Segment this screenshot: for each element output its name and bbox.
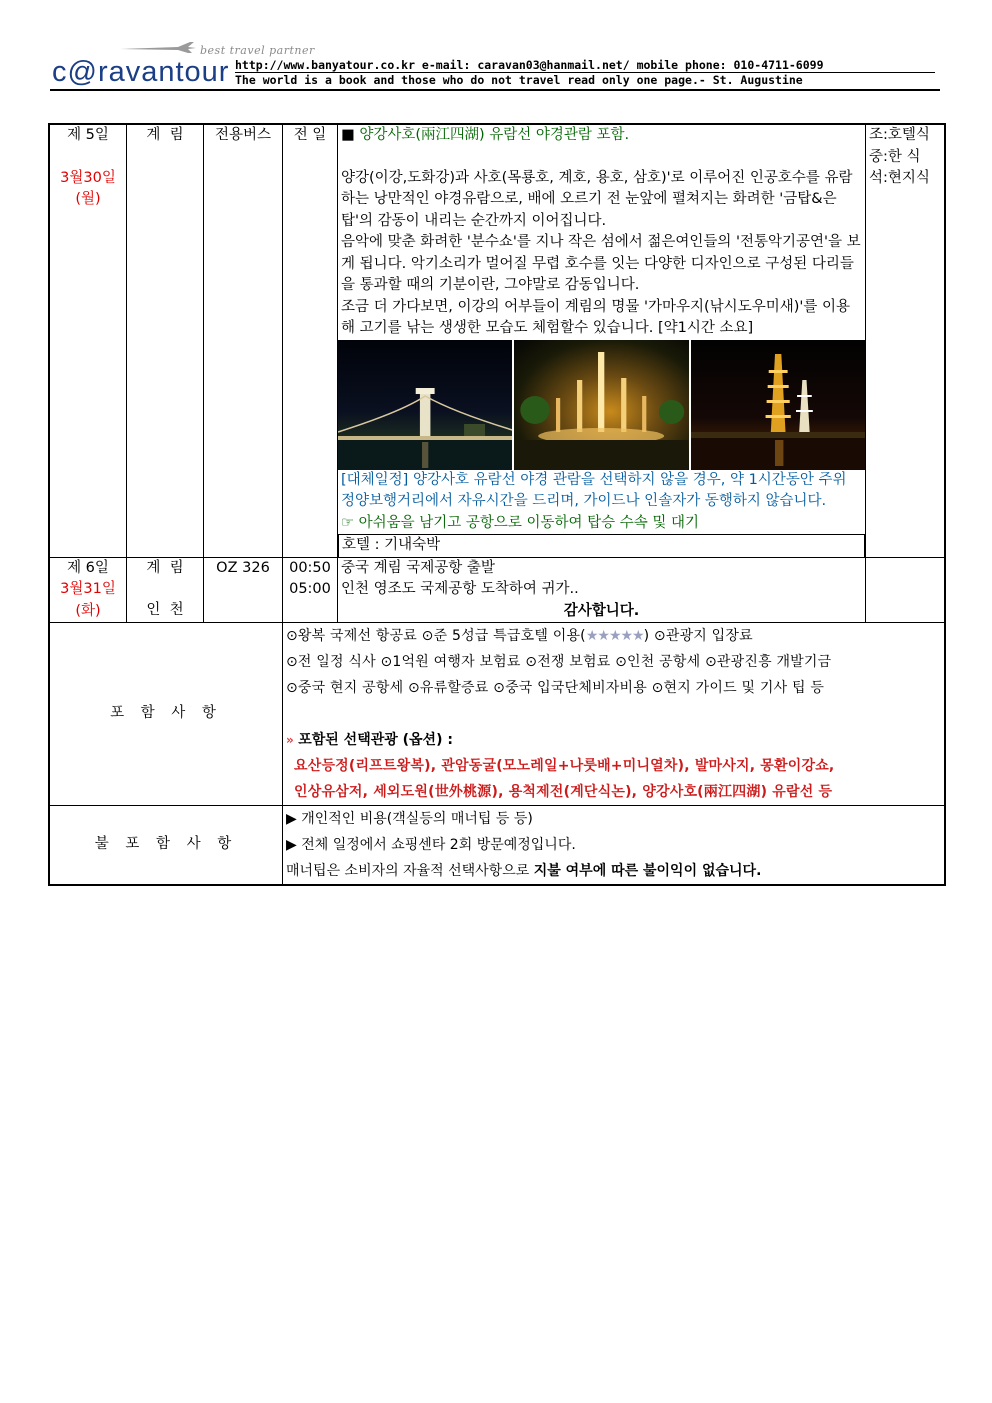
photo-sun-moon-pagodas bbox=[691, 340, 865, 470]
day6-date: 3월31일 bbox=[60, 581, 116, 597]
excluded-content bbox=[283, 806, 946, 886]
day6-day: 제 6일 bbox=[67, 559, 109, 576]
day5-paragraph2: 음악에 맞춘 화려한 '분수쇼'를 지나 작은 섬에서 젊은여인들의 '전통악기공연'을 보게 됩니다. 악기소리가 멀어질 무렵 호수를 잇는 다양한 디자인으로 구성된 다리들을 통과할 때의 기분이란, 그야말로 감동입니다. bbox=[341, 234, 861, 293]
day5-headline: 양강사호(兩江四湖) 유람선 야경관람 포함. bbox=[359, 127, 630, 143]
day6-line1: 중국 계림 국제공항 출발 bbox=[341, 559, 495, 576]
day5-city: 계 림 bbox=[127, 124, 204, 557]
day5-time: 전 일 bbox=[283, 124, 338, 557]
day6-time-cell bbox=[283, 557, 338, 623]
day5-day-cell bbox=[49, 124, 127, 557]
day6-weekday: (화) bbox=[75, 602, 101, 619]
hotel-stars: ★★★★★ bbox=[585, 628, 644, 644]
day6-meals bbox=[866, 557, 946, 623]
excluded-line3-b: 지불 여부에 따른 불이익이 없습니다. bbox=[533, 863, 762, 879]
night-cruise-photos bbox=[338, 340, 865, 470]
day6-city-cell bbox=[127, 557, 204, 623]
included-line1-b: ) ⊙관광지 입장료 bbox=[643, 628, 753, 644]
day6-time1: 00:50 bbox=[289, 559, 331, 576]
meal-breakfast: 조:호텔식 bbox=[869, 127, 930, 143]
quote-line: The world is a book and those who do not travel read only one page.- St. Augustine bbox=[235, 73, 803, 87]
day5-airport-note: 아쉬움을 남기고 공항으로 이동하여 탑승 수속 및 대기 bbox=[358, 514, 700, 531]
meal-dinner: 석:현지식 bbox=[869, 170, 930, 186]
day5-transport: 전용버스 bbox=[204, 124, 283, 557]
included-line3: ⊙중국 현지 공항세 ⊙유류할증료 ⊙중국 입국단체비자비용 ⊙현지 가이드 및 기사 팁 등 bbox=[286, 680, 825, 696]
headline-marker: ■ bbox=[341, 127, 355, 143]
contact-info bbox=[235, 58, 935, 87]
meal-lunch: 중:한 식 bbox=[869, 148, 921, 165]
day6-line2: 인천 영조도 국제공항 도착하여 귀가.. bbox=[341, 581, 579, 597]
photo-bridge-night bbox=[338, 340, 512, 470]
day5-hotel: 호텔 : 기내숙박 bbox=[338, 534, 865, 557]
header-rule bbox=[50, 89, 940, 91]
options-line2: 인상유삼저, 세외도원(世外桃源), 용척제전(계단식논), 양강사호(兩江四湖) 유람선 등 bbox=[294, 784, 833, 800]
included-row bbox=[49, 623, 945, 806]
day5-date: 3월30일 bbox=[60, 169, 116, 186]
day5-day: 제 5일 bbox=[67, 127, 109, 143]
day5-paragraph3: 조금 더 가다보면, 이강의 어부들이 계림의 명물 '가마우지(낚시도우미새)'를 이용해 고기를 낚는 생생한 모습도 체험할수 있습니다. [약1시간 소요] bbox=[341, 298, 850, 336]
airplane-icon bbox=[118, 40, 198, 54]
day5-weekday: (월) bbox=[75, 191, 101, 207]
included-label: 포 함 사 항 bbox=[49, 623, 283, 806]
itinerary-table bbox=[48, 123, 946, 886]
day5-meals bbox=[866, 124, 946, 557]
day6-row bbox=[49, 557, 945, 623]
excluded-line2: ▶ 전체 일정에서 쇼핑센타 2회 방문예정입니다. bbox=[286, 837, 576, 853]
day6-day-cell bbox=[49, 557, 127, 623]
day6-city1: 계 림 bbox=[146, 559, 184, 576]
day5-schedule bbox=[338, 124, 866, 557]
options-line1: 요산등정(리프트왕복), 관암동굴(모노레일+나룻배+미니열차), 발마사지, 몽환이강쇼, bbox=[294, 758, 835, 774]
excluded-row bbox=[49, 806, 945, 886]
contact-line: http://www.banyatour.co.kr e-mail: caravan03@hanmail.net/ mobile phone: 010-4711-6099 bbox=[235, 58, 935, 73]
day6-time2: 05:00 bbox=[289, 581, 331, 597]
page-header bbox=[50, 40, 940, 92]
day6-thanks: 감사합니다. bbox=[563, 602, 640, 619]
day6-city2: 인 천 bbox=[146, 602, 184, 618]
included-content bbox=[283, 623, 946, 806]
excluded-line1: ▶ 개인적인 비용(객실등의 매너팁 등 등) bbox=[286, 811, 533, 827]
day5-paragraph1: 양강(이강,도화강)과 사호(목룡호, 계호, 용호, 삼호)'로 이루어진 인공호수를 유람하는 낭만적인 야경유람으로, 배에 오르기 전 눈앞에 펼쳐지는 화려한 '금탑&은탑'의 감동이 내리는 순간까지 이어집니다. bbox=[341, 169, 853, 229]
tagline: best travel partner bbox=[200, 44, 315, 57]
included-line1-a: ⊙왕복 국제선 항공료 ⊙준 5성급 특급호텔 이용( bbox=[286, 628, 586, 644]
excluded-label: 불 포 함 사 항 bbox=[49, 806, 283, 886]
day6-flight: OZ 326 bbox=[204, 557, 283, 623]
day6-schedule bbox=[338, 557, 866, 623]
day5-alt-schedule: [대체일정] 양강사호 유람선 야경 관람을 선택하지 않을 경우, 약 1시간동안 주위 정양보행거리에서 자유시간을 드리며, 가이드나 인솔자가 동행하지 않습니다. bbox=[341, 471, 847, 509]
included-line2: ⊙전 일정 식사 ⊙1억원 여행자 보험료 ⊙전쟁 보험료 ⊙인천 공항세 ⊙관광진흥 개발기금 bbox=[286, 654, 832, 670]
excluded-line3-a: 매너팁은 소비자의 자율적 선택사항으로 bbox=[286, 863, 534, 879]
options-title: 포함된 선택관광 (옵션) : bbox=[298, 732, 453, 748]
photo-fountain-show bbox=[514, 340, 688, 470]
hand-pointer-icon: ☞ bbox=[341, 514, 354, 531]
day5-row bbox=[49, 124, 945, 557]
double-arrow-icon: » bbox=[286, 733, 294, 747]
company-logo: c@ravantour bbox=[52, 56, 230, 88]
